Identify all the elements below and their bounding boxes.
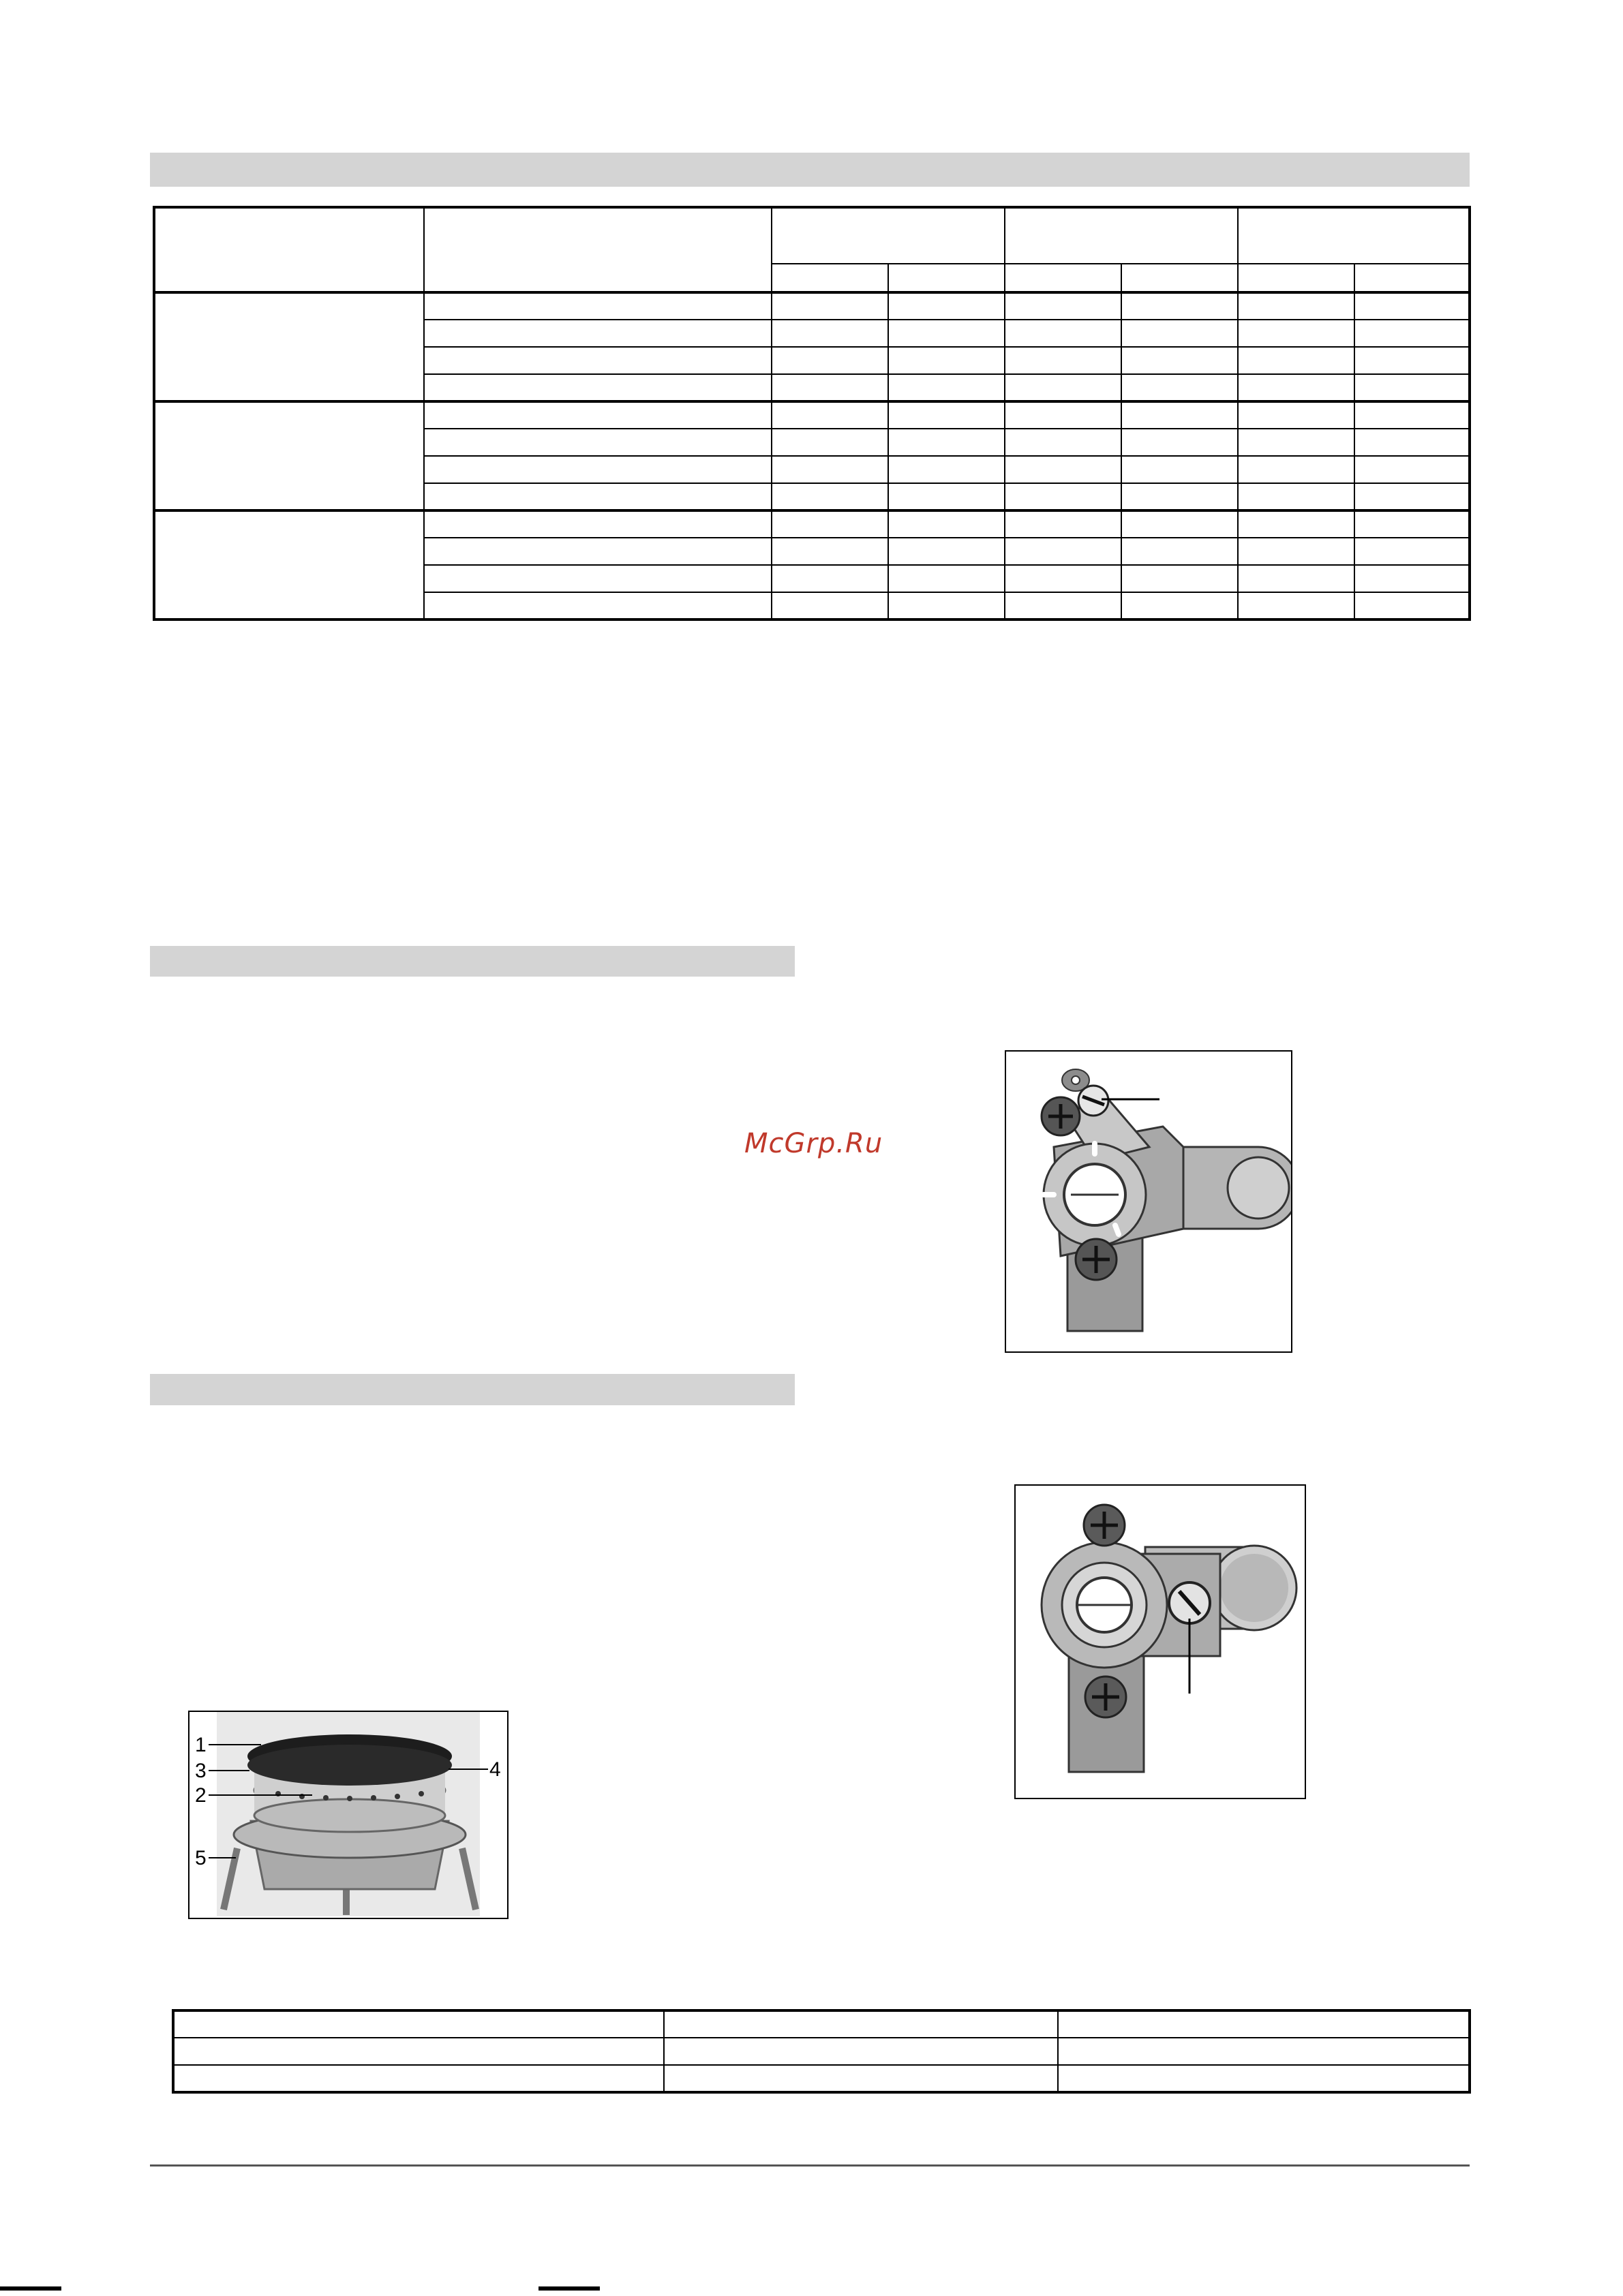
table-cell <box>424 429 772 456</box>
table-cell <box>1005 592 1121 619</box>
table-cell <box>1238 510 1354 538</box>
table-cell <box>1121 483 1238 510</box>
table-cell <box>1238 429 1354 456</box>
table-cell <box>1005 456 1121 483</box>
table-cell <box>1121 347 1238 374</box>
table-cell <box>424 347 772 374</box>
table-cell <box>1238 456 1354 483</box>
callout-label: 5 <box>195 1847 207 1869</box>
table-cell <box>1238 374 1354 401</box>
table-cell <box>424 510 772 538</box>
table-cell <box>1005 320 1121 347</box>
adjustment-screw-icon <box>1169 1582 1210 1623</box>
table-cell <box>1238 320 1354 347</box>
table-cell <box>1121 592 1238 619</box>
table-cell <box>1238 347 1354 374</box>
table-cell <box>1238 292 1354 320</box>
table-cell <box>1354 429 1470 456</box>
table-cell <box>888 510 1005 538</box>
table-cell <box>1354 565 1470 592</box>
table-cell <box>1005 429 1121 456</box>
subheader-cell <box>772 264 888 292</box>
group-cell <box>154 401 424 510</box>
table-cell <box>1238 538 1354 565</box>
table-cell <box>888 483 1005 510</box>
header-cell <box>1005 207 1238 264</box>
table-cell <box>888 374 1005 401</box>
burner-illustration <box>189 1712 507 1918</box>
table-cell <box>1354 456 1470 483</box>
table-cell <box>1058 2010 1470 2038</box>
table-cell <box>424 320 772 347</box>
table-header-row <box>154 207 1470 264</box>
table-cell <box>1238 401 1354 429</box>
table-cell <box>888 538 1005 565</box>
table-cell <box>1354 401 1470 429</box>
table-cell <box>1121 374 1238 401</box>
table-cell <box>1121 510 1238 538</box>
table-cell <box>1121 538 1238 565</box>
table-cell <box>772 374 888 401</box>
table-cell <box>888 292 1005 320</box>
table-cell <box>1005 374 1121 401</box>
group-cell <box>154 510 424 619</box>
table-cell <box>1354 538 1470 565</box>
table-cell <box>888 401 1005 429</box>
table-cell <box>173 2010 664 2038</box>
screw-icon <box>1084 1505 1125 1546</box>
table-cell <box>1238 483 1354 510</box>
table-cell <box>1354 320 1470 347</box>
table-cell <box>1005 483 1121 510</box>
table-cell <box>1354 374 1470 401</box>
table-cell <box>1354 592 1470 619</box>
adjustment-screw-icon <box>1078 1086 1108 1116</box>
main-spec-table <box>153 206 1471 621</box>
table-cell <box>424 483 772 510</box>
table-cell <box>424 401 772 429</box>
table-cell <box>1005 565 1121 592</box>
table-row <box>173 2010 1470 2038</box>
table-cell <box>772 347 888 374</box>
table-row <box>154 292 1470 320</box>
table-row <box>173 2038 1470 2065</box>
subheader-cell <box>1354 264 1470 292</box>
table-cell <box>772 483 888 510</box>
table-cell <box>1354 510 1470 538</box>
table-cell <box>772 592 888 619</box>
table-cell <box>772 538 888 565</box>
table-row <box>154 510 1470 538</box>
table-cell <box>1354 483 1470 510</box>
table-cell <box>1354 347 1470 374</box>
subheader-cell <box>1121 264 1238 292</box>
table-cell <box>1058 2038 1470 2065</box>
scan-artifact <box>0 2286 61 2291</box>
table-cell <box>1354 292 1470 320</box>
scan-artifact <box>539 2286 600 2291</box>
footer-rule <box>150 2164 1470 2167</box>
callout-label: 3 <box>195 1760 207 1782</box>
table-cell <box>664 2065 1058 2092</box>
watermark: McGrp.Ru <box>744 1128 883 1159</box>
table-cell <box>888 456 1005 483</box>
valve-diagram-2 <box>1016 1486 1305 1798</box>
screw-icon <box>1076 1239 1117 1280</box>
table-cell <box>772 510 888 538</box>
table-row <box>173 2065 1470 2092</box>
section-header-bar-lower <box>150 1374 795 1405</box>
section-header-bar-middle <box>150 946 795 977</box>
table-cell <box>1005 538 1121 565</box>
header-cell <box>424 207 772 292</box>
callout-label: 1 <box>195 1734 207 1756</box>
table-cell <box>1005 401 1121 429</box>
table-cell <box>173 2038 664 2065</box>
table-cell <box>888 429 1005 456</box>
table-cell <box>772 456 888 483</box>
table-cell <box>772 565 888 592</box>
section-header-bar-top <box>150 153 1470 187</box>
header-cell <box>154 207 424 292</box>
screw-icon <box>1042 1097 1080 1135</box>
valve-diagram-1 <box>1006 1052 1291 1351</box>
header-cell <box>772 207 1005 264</box>
table-cell <box>1238 592 1354 619</box>
table-cell <box>1058 2065 1470 2092</box>
table-cell <box>1121 429 1238 456</box>
table-cell <box>772 429 888 456</box>
table-cell <box>772 292 888 320</box>
table-cell <box>1238 565 1354 592</box>
table-cell <box>888 592 1005 619</box>
table-cell <box>772 320 888 347</box>
subheader-cell <box>888 264 1005 292</box>
burner-photo <box>188 1711 509 1919</box>
bottom-spec-table <box>172 2009 1471 2094</box>
table-cell <box>1005 292 1121 320</box>
table-cell <box>424 292 772 320</box>
callout-label: 4 <box>489 1758 501 1781</box>
screw-icon <box>1085 1677 1126 1717</box>
table-cell <box>1121 320 1238 347</box>
table-cell <box>772 401 888 429</box>
table-cell <box>424 592 772 619</box>
callout-label: 2 <box>195 1784 207 1807</box>
group-cell <box>154 292 424 401</box>
table-cell <box>664 2010 1058 2038</box>
table-cell <box>173 2065 664 2092</box>
table-cell <box>424 456 772 483</box>
table-cell <box>424 374 772 401</box>
table-cell <box>1005 347 1121 374</box>
header-cell <box>1238 207 1470 264</box>
table-cell <box>1121 401 1238 429</box>
table-cell <box>888 320 1005 347</box>
subheader-cell <box>1005 264 1121 292</box>
table-row <box>154 401 1470 429</box>
table-cell <box>664 2038 1058 2065</box>
valve-adjustment-figure-1 <box>1005 1050 1292 1353</box>
table-cell <box>424 565 772 592</box>
table-cell <box>1121 565 1238 592</box>
table-cell <box>1005 510 1121 538</box>
table-cell <box>1121 456 1238 483</box>
subheader-cell <box>1238 264 1354 292</box>
valve-adjustment-figure-2 <box>1014 1484 1306 1799</box>
table-cell <box>424 538 772 565</box>
table-cell <box>1121 292 1238 320</box>
table-cell <box>888 565 1005 592</box>
table-cell <box>888 347 1005 374</box>
